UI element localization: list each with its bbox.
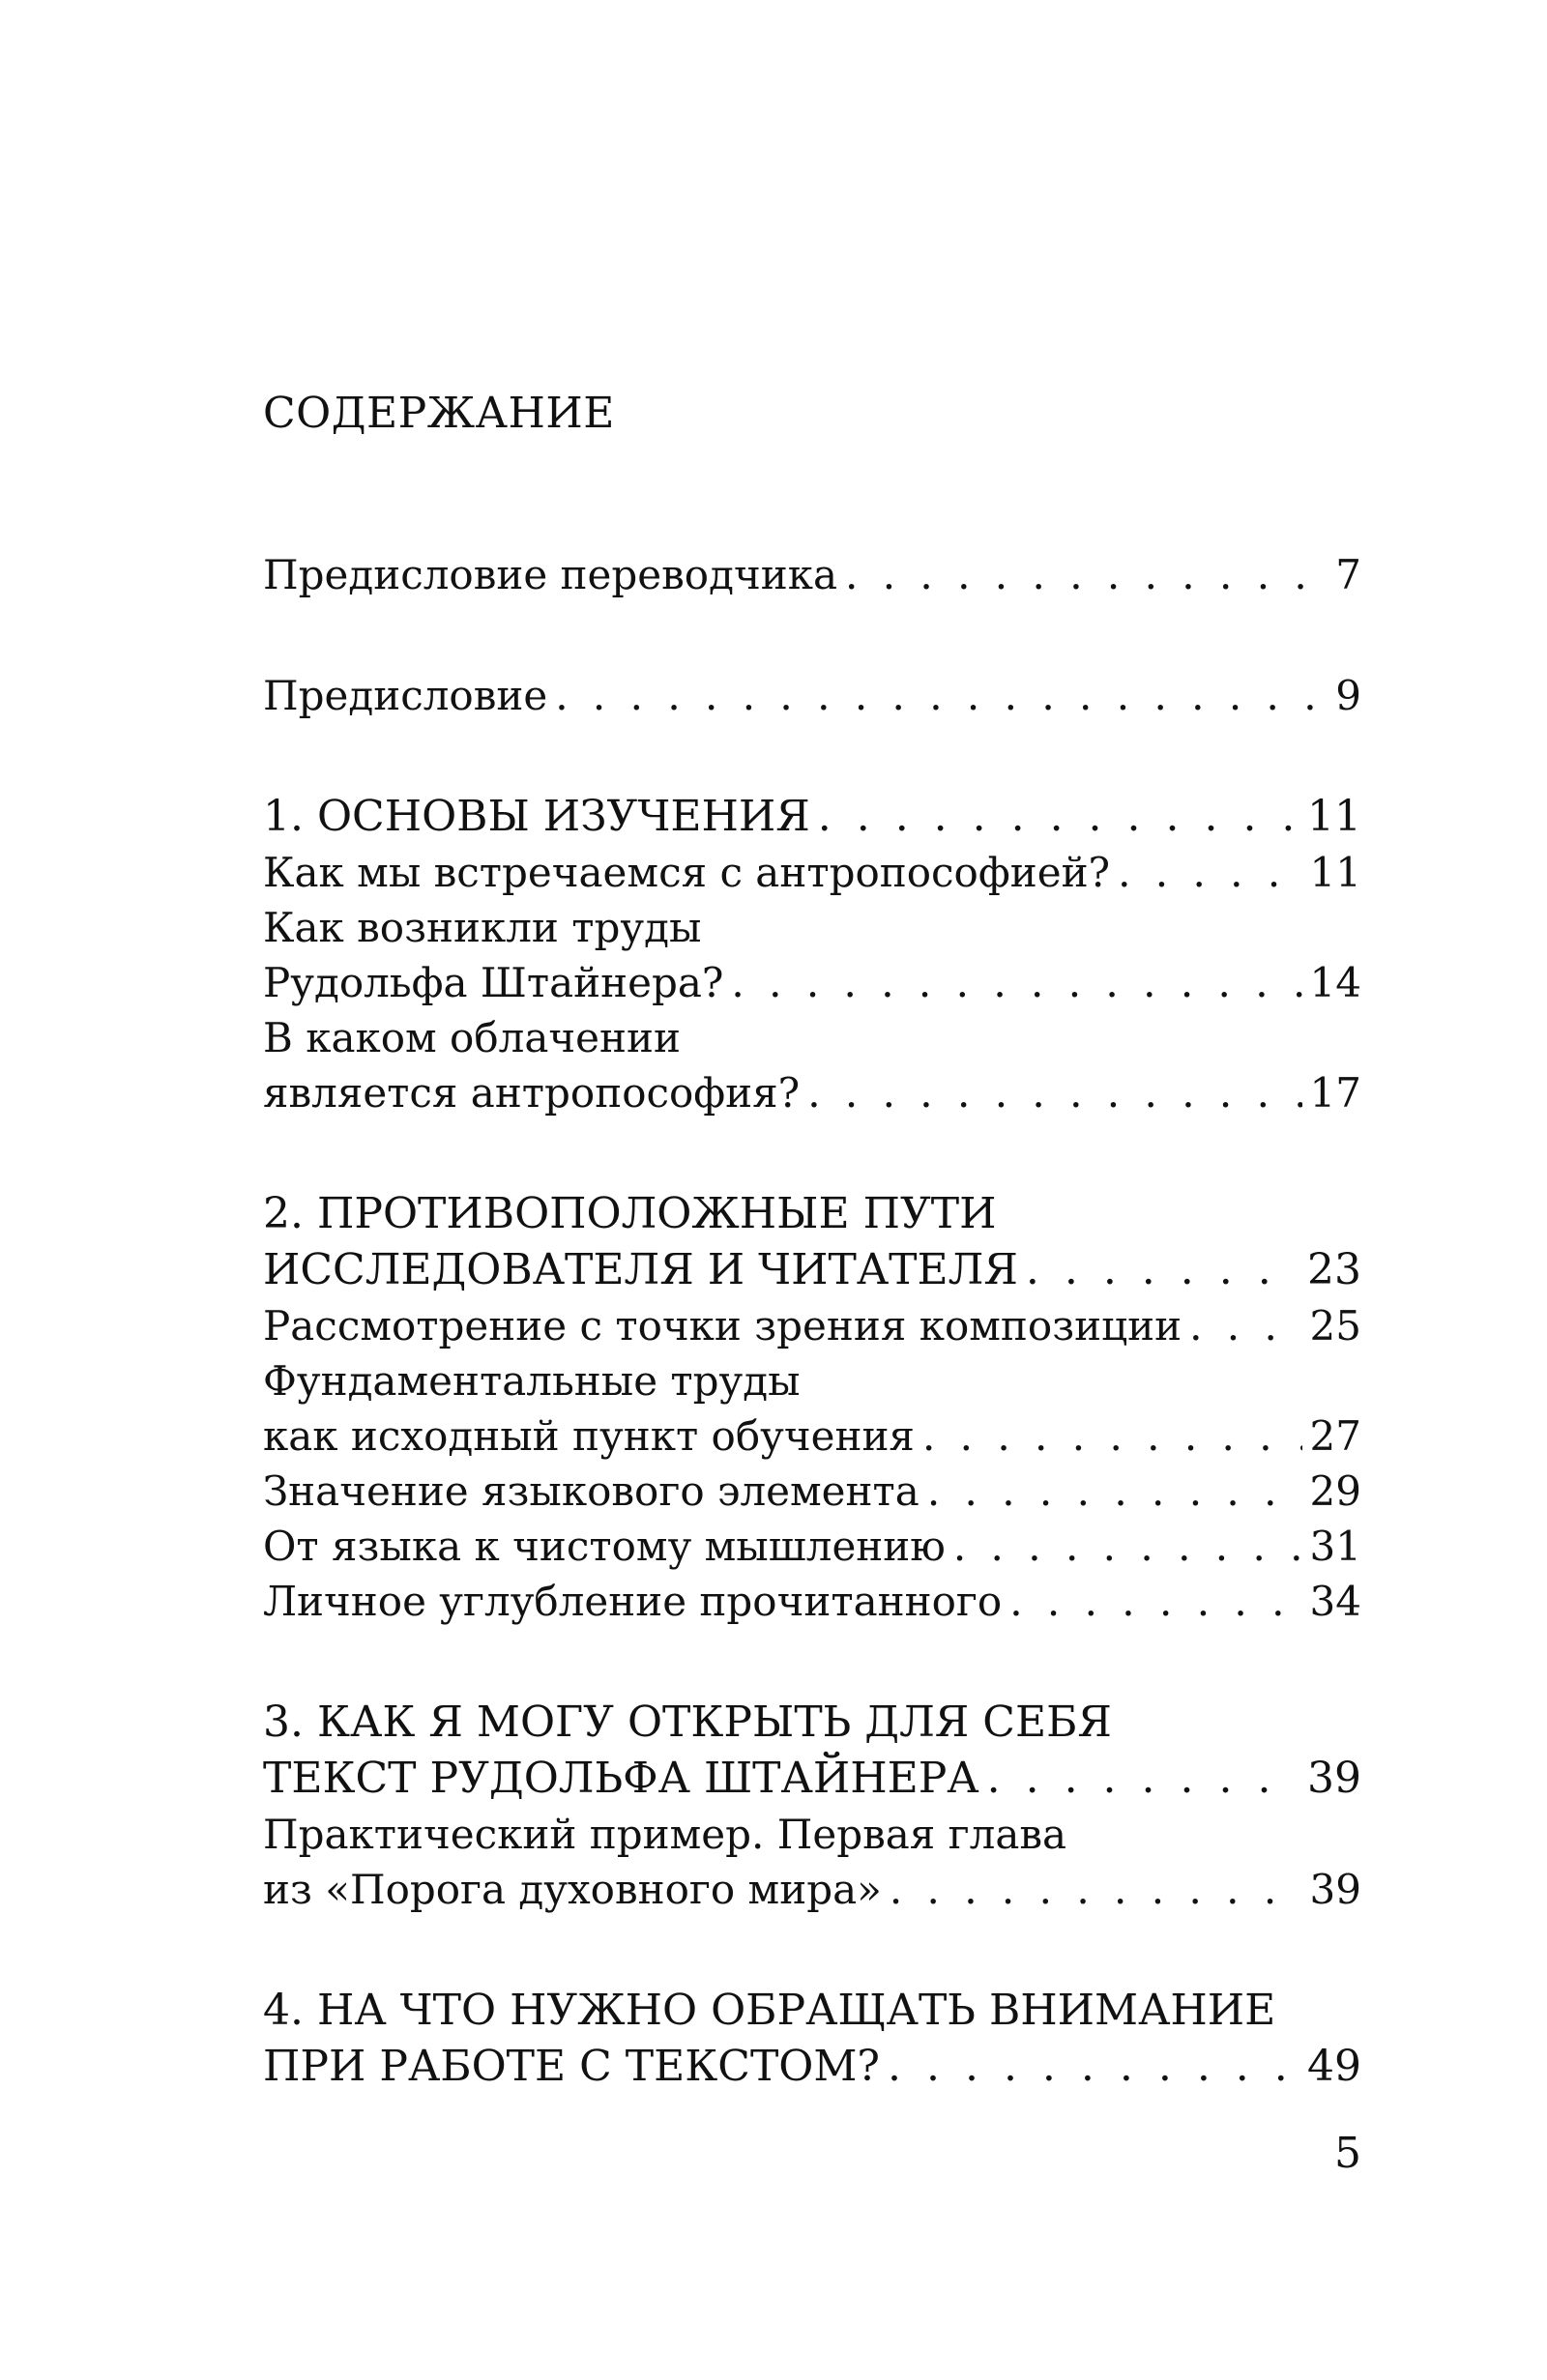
toc-entry-title: Значение языкового элемента <box>263 1467 919 1515</box>
toc-page-number: 27 <box>1309 1412 1361 1460</box>
toc-leader-dots <box>818 789 1299 845</box>
toc-leader-dots <box>731 955 1301 1010</box>
toc-entry-title: Фундаментальные труды <box>263 1357 801 1405</box>
toc-entry-line <box>263 1010 1361 1065</box>
toc-entry-line <box>263 955 1361 1010</box>
toc-entry-title: Рассмотрение с точки зрения композиции <box>263 1302 1182 1350</box>
toc-entry-title: 1. ОСНОВЫ ИЗУЧЕНИЯ <box>263 792 810 841</box>
toc-page-number: 39 <box>1309 1866 1361 1913</box>
toc-chapter-line <box>263 789 1361 845</box>
toc-page-number: 17 <box>1309 1069 1361 1117</box>
toc-page-number: 11 <box>1307 792 1361 841</box>
toc-leader-dots <box>953 1519 1302 1574</box>
toc-entry-line <box>263 1574 1361 1629</box>
toc-group <box>263 1983 1361 2095</box>
toc-chapter-line <box>263 1186 1361 1242</box>
toc-leader-dots <box>1118 845 1301 900</box>
toc-leader-dots <box>1189 1298 1301 1353</box>
toc-page-number: 34 <box>1309 1578 1361 1625</box>
toc-leader-dots <box>987 1751 1299 1807</box>
toc-entry-title: Как возникли труды <box>263 904 702 951</box>
toc-leader-dots <box>807 1065 1301 1120</box>
toc-chapter-line <box>263 1983 1361 2039</box>
toc-page-number: 25 <box>1309 1302 1361 1350</box>
toc-entry-title: Как мы встречаемся с антропософией? <box>263 849 1111 896</box>
toc-entry-line <box>263 900 1361 955</box>
toc-page-number: 49 <box>1307 2042 1361 2091</box>
toc-entry-title: В каком облачении <box>263 1014 681 1061</box>
toc-entry-title: из «Порога духовного мира» <box>263 1866 882 1913</box>
toc-entry-title: ИССЛЕДОВАТЕЛЯ И ЧИТАТЕЛЯ <box>263 1245 1018 1294</box>
toc-group <box>263 547 1361 602</box>
toc-group <box>263 1695 1361 1917</box>
toc-leader-dots <box>927 1464 1302 1519</box>
toc-entry-line <box>263 1464 1361 1519</box>
toc-page-number: 31 <box>1309 1523 1361 1570</box>
toc-page-number: 39 <box>1307 1754 1361 1803</box>
toc-leader-dots <box>555 668 1328 723</box>
toc-entry-line <box>263 1408 1361 1464</box>
toc-entry-title: является антропософия? <box>263 1069 801 1117</box>
page-number: 5 <box>1334 2129 1361 2178</box>
toc-chapter-line <box>263 1751 1361 1807</box>
toc-group <box>263 1186 1361 1629</box>
toc-entry-title: 2. ПРОТИВОПОЛОЖНЫЕ ПУТИ <box>263 1189 997 1238</box>
toc-entry-line <box>263 1807 1361 1862</box>
toc-entry-line <box>263 1862 1361 1917</box>
toc-leader-dots <box>845 547 1328 602</box>
toc-page-number: 7 <box>1335 551 1361 598</box>
toc-entry-title: Предисловие <box>263 672 548 719</box>
toc-group <box>263 789 1361 1120</box>
toc-entry-title: ТЕКСТ РУДОЛЬФА ШТАЙНЕРА <box>263 1754 979 1803</box>
toc-entry-title: 4. НА ЧТО НУЖНО ОБРАЩАТЬ ВНИМАНИЕ <box>263 1986 1276 2035</box>
toc-chapter-line <box>263 1695 1361 1751</box>
toc-page-number: 23 <box>1307 1245 1361 1294</box>
toc-entry-title: От языка к чистому мышлению <box>263 1523 946 1570</box>
toc-page-number: 11 <box>1309 849 1361 896</box>
toc-leader-dots <box>888 2039 1299 2095</box>
toc-leader-dots <box>1009 1574 1301 1629</box>
toc-entry-title: Личное углубление прочитанного <box>263 1578 1003 1625</box>
toc-entry-title: Рудольфа Штайнера? <box>263 959 724 1006</box>
toc-entry-line <box>263 845 1361 900</box>
toc-leader-dots <box>1026 1242 1299 1298</box>
toc-entry-line <box>263 668 1361 723</box>
toc-entry-line <box>263 1519 1361 1574</box>
toc-chapter-line <box>263 1242 1361 1298</box>
toc-leader-dots <box>922 1408 1302 1464</box>
toc-group <box>263 668 1361 723</box>
toc-entry-line <box>263 1298 1361 1353</box>
toc-entry-line <box>263 1353 1361 1408</box>
toc-entry-title: 3. КАК Я МОГУ ОТКРЫТЬ ДЛЯ СЕБЯ <box>263 1698 1112 1747</box>
toc-heading: СОДЕРЖАНИЕ <box>263 389 615 438</box>
toc-entry-line <box>263 547 1361 602</box>
toc-entry-title: как исходный пункт обучения <box>263 1412 915 1460</box>
toc-list <box>263 547 1361 2095</box>
toc-page-number: 29 <box>1309 1467 1361 1515</box>
toc-entry-title: Практический пример. Первая глава <box>263 1811 1067 1858</box>
toc-entry-title: Предисловие переводчика <box>263 551 837 598</box>
toc-page-number: 14 <box>1309 959 1361 1006</box>
toc-leader-dots <box>890 1862 1302 1917</box>
toc-page-number: 9 <box>1335 672 1361 719</box>
toc-entry-line <box>263 1065 1361 1120</box>
toc-entry-title: ПРИ РАБОТЕ С ТЕКСТОМ? <box>263 2042 881 2091</box>
toc-chapter-line <box>263 2039 1361 2095</box>
table-of-contents <box>263 387 1361 2161</box>
